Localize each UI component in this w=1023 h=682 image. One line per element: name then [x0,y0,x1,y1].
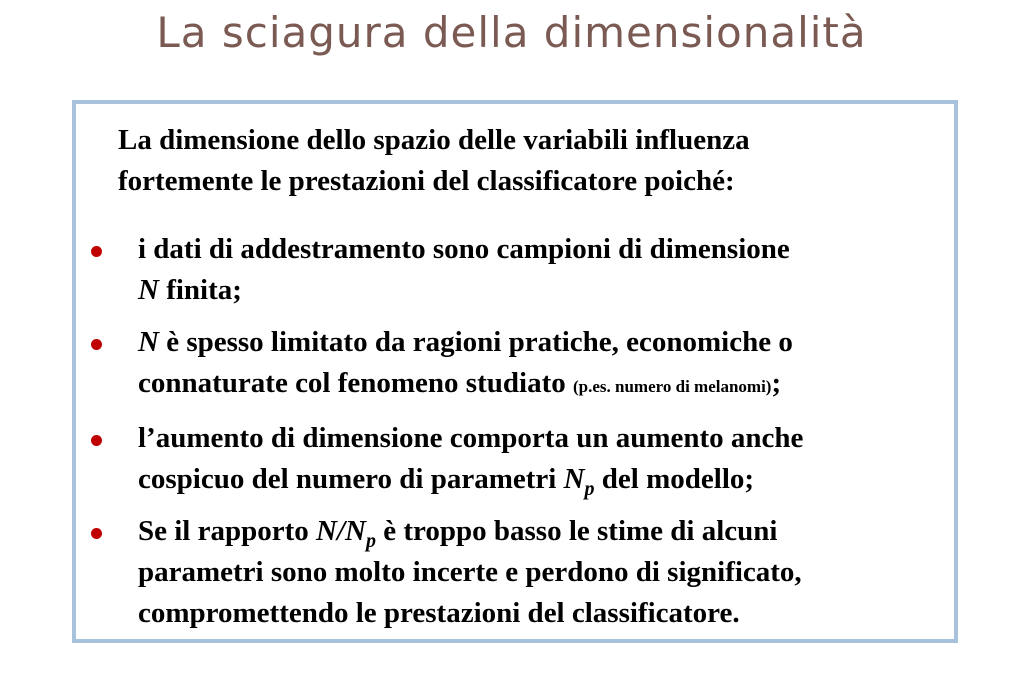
bullet-1-text: finita; [158,274,242,306]
bullet-1-line-2 [138,270,960,311]
bullet-4-line-1 [138,511,960,552]
slide-title: La sciagura della dimensionalità [156,8,867,57]
bullet-4-text-2: è troppo basso le stime di alcuni [376,515,778,547]
subscript-p: p [366,529,376,552]
bullet-2-line-2 [138,363,960,407]
bullet-3-line-2 [138,459,960,500]
variable-n: N [345,515,366,547]
bullet-2-note: (p.es. numero di melanomi) [572,377,772,396]
bullet-item-1 [80,229,960,311]
bullet-3-line-1: l’aumento di dimensione comporta un aumento anche [138,422,804,454]
bullet-2-line-1 [138,322,960,363]
bullet-list [80,229,960,645]
bullet-dot-icon [91,528,102,539]
variable-n: N [316,515,337,547]
intro-line-2: fortemente le prestazioni del classificatore poiché: [118,165,735,197]
variable-n: N [138,326,159,358]
bullet-3-text: cospicuo del numero di parametri [138,463,564,495]
bullet-item-2 [80,322,960,407]
bullet-dot-icon [91,339,102,350]
bullet-3-end: del modello; [594,463,755,495]
bullet-2-text: è spesso limitato da ragioni pratiche, economiche o [158,326,793,358]
variable-n: N [563,463,585,495]
bullet-2-text-2: connaturate col fenomeno studiato [138,367,573,399]
intro-line-1: La dimensione dello spazio delle variabili influenza [118,124,750,156]
bullet-4-line-3: compromettendo le prestazioni del classificatore. [138,597,740,629]
intro-text [118,120,958,202]
bullet-item-4 [80,511,960,634]
bullet-4-line-2: parametri sono molto incerte e perdono di significato, [138,556,802,588]
bullet-dot-icon [91,246,102,257]
bullet-2-end: ; [771,367,782,399]
subscript-p: p [584,477,595,500]
ratio-slash: / [336,515,346,547]
bullet-dot-icon [91,435,102,446]
variable-n: N [138,274,159,306]
bullet-item-3 [80,418,960,500]
bullet-1-line-1: i dati di addestramento sono campioni di dimensione [138,233,790,265]
bullet-4-text: Se il rapporto [138,515,317,547]
